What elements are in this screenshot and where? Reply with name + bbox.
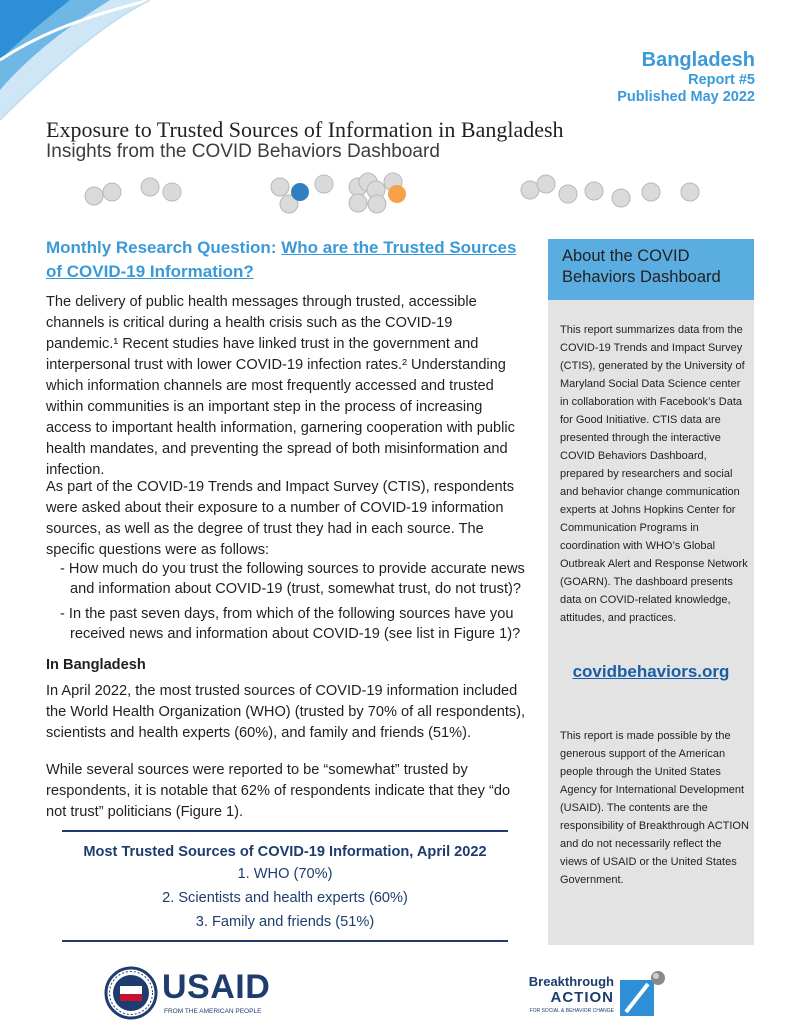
decorative-dots bbox=[0, 166, 801, 216]
section-heading: In Bangladesh bbox=[46, 657, 146, 673]
usaid-seal-icon bbox=[104, 966, 158, 1020]
most-trusted-item: 1. WHO (70%) bbox=[237, 866, 333, 882]
page-title: Exposure to Trusted Sources of Information in Bangladesh bbox=[46, 117, 564, 142]
top-divider bbox=[62, 830, 508, 832]
page-subtitle: Insights from the COVID Behaviors Dashboard bbox=[46, 141, 440, 162]
usaid-logo bbox=[104, 966, 284, 1022]
survey-question-trust: - How much do you trust the following sources to provide accurate news and information about COVID-19 (trust, somewhat trust, do not trust)? bbox=[60, 561, 525, 597]
survey-paragraph: As part of the COVID-19 Trends and Impact Survey (CTIS), respondents were asked about their exposure to a number of COVID-19 information sources, as well as the degree of trust they had in each source. The specific questions were as follows: bbox=[46, 479, 515, 558]
research-question-link[interactable]: Who are the Trusted Sources of COVID-19 Information? bbox=[46, 238, 517, 281]
bottom-divider bbox=[62, 940, 508, 942]
ba-line2: ACTION bbox=[550, 989, 614, 1006]
ba-mark-icon bbox=[618, 970, 668, 1018]
politicians-paragraph: While several sources were reported to be “somewhat” trusted by respondents, it is notable that 62% of respondents indicate that they “do not trust” politicians (Figure 1). bbox=[46, 762, 511, 820]
survey-questions-list bbox=[60, 559, 530, 649]
report-info bbox=[617, 48, 755, 106]
about-sidebar bbox=[548, 239, 754, 945]
breakthrough-action-logo bbox=[514, 970, 684, 1022]
most-trusted-title: Most Trusted Sources of COVID-19 Information, April 2022 bbox=[83, 844, 487, 860]
report-number: Report #5 bbox=[688, 72, 755, 88]
sidebar-description: This report summarizes data from the COVID-19 Trends and Impact Survey (CTIS), generated by the University of Maryland Social Data Science center in collaboration with Facebook’s Data for Good Initiative. CTIS data are presented through the interactive COVID Behaviors Dashboard, prepared by researchers and social and behavior change communication experts at Johns Hopkins Center for Communication Programs in coordination with WHO’s Global Outbreak Alert and Response Network (GOARN). The dashboard presents data on COVID-related knowledge, attitudes, and practices. bbox=[560, 324, 748, 624]
usaid-tagline: FROM THE AMERICAN PEOPLE bbox=[164, 1008, 262, 1015]
intro-paragraph: The delivery of public health messages through trusted, accessible channels is critical during a health crisis such as the COVID-19 pandemic.¹ Recent studies have linked trust in the government and interpersonal trust with lower COVID-19 infection rates.² Understanding which information channels are most frequently accessed and trusted within communities is an important step in the process of increasing access to important health information, garnering cooperation with public health mandates, and preventing the spread of both misinformation and infection. bbox=[46, 294, 515, 478]
ba-tagline: FOR SOCIAL & BEHAVIOR CHANGE bbox=[529, 1008, 614, 1014]
most-trusted-item: 3. Family and friends (51%) bbox=[195, 914, 375, 930]
published-date: Published May 2022 bbox=[617, 89, 755, 105]
covidbehaviors-link[interactable]: covidbehaviors.org bbox=[572, 662, 730, 681]
country-label: Bangladesh bbox=[641, 49, 755, 71]
most-trusted-item: 2. Scientists and health experts (60%) bbox=[162, 890, 408, 906]
sidebar-disclaimer: This report is made possible by the generous support of the American people through the United States Agency for International Development (USAID). The contents are the responsibility of Breakthrough ACTION and do not necessarily reflect the views of USAID or the United States Government. bbox=[560, 730, 749, 886]
findings-paragraph: In April 2022, the most trusted sources of COVID-19 information included the World Health Organization (WHO) (trusted by 70% of all respondents), scientists and health experts (60%), and family and friends (51%). bbox=[46, 683, 526, 741]
ba-line1: Breakthrough bbox=[528, 974, 614, 989]
research-question-prefix: Monthly Research Question: bbox=[46, 238, 282, 257]
research-question bbox=[46, 236, 536, 284]
usaid-wordmark: USAID bbox=[162, 968, 271, 1006]
sidebar-heading: About the COVID Behaviors Dashboard bbox=[548, 239, 754, 300]
survey-question-exposure: - In the past seven days, from which of the following sources have you received news and information about COVID-19 (see list in Figure 1)? bbox=[60, 606, 521, 642]
